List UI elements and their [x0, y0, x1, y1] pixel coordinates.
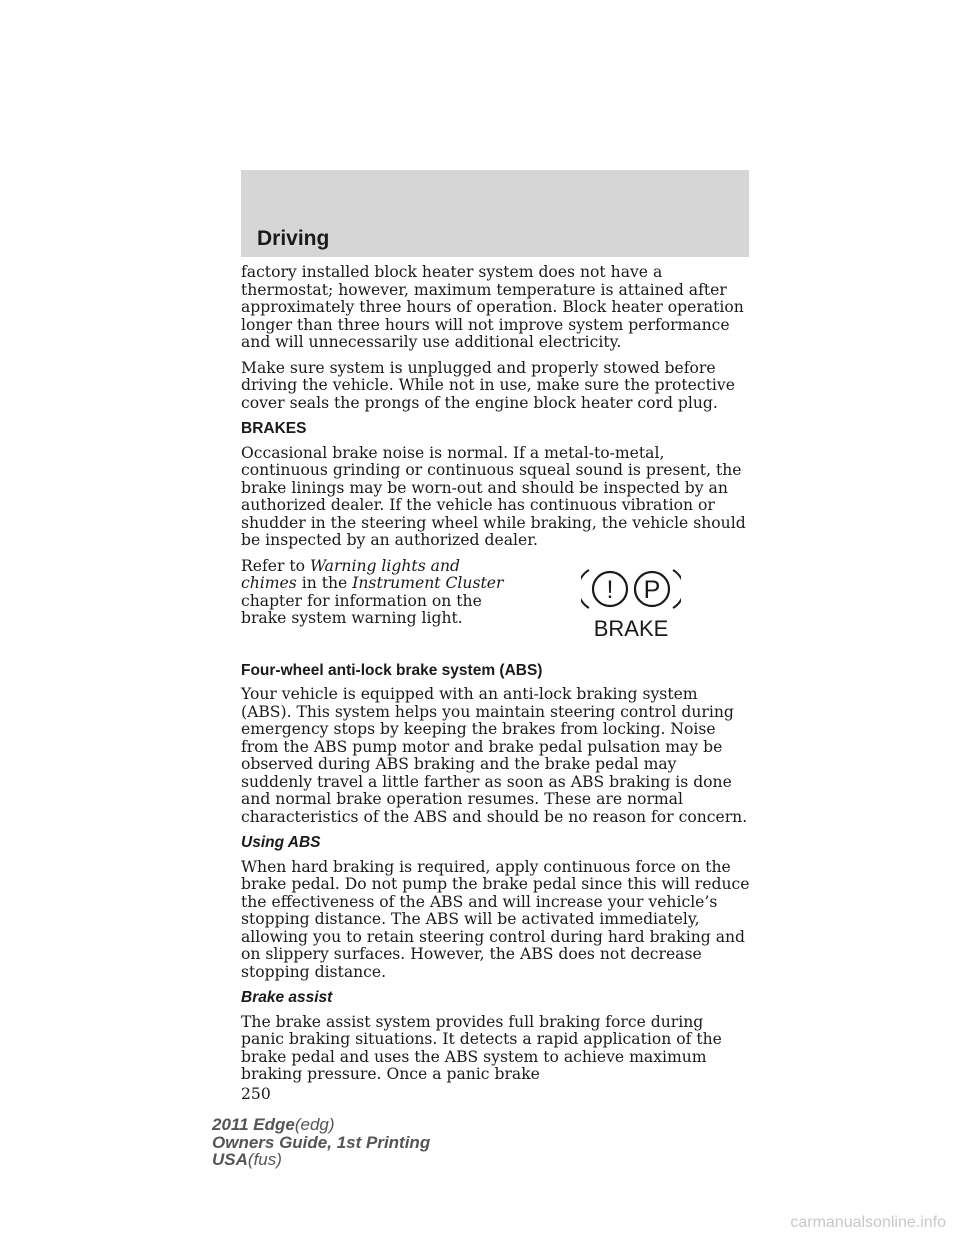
paragraph-brake-assist: The brake assist system provides full braking force during panic braking situations. It detects a rapid application of the brake pedal and uses the ABS system to achieve maximum braking pressure. Once a panic brake: [241, 1012, 722, 1083]
heading-abs: Four-wheel anti-lock brake system (ABS): [241, 661, 543, 679]
left-arc: [581, 570, 589, 608]
paragraph-block-heater: factory installed block heater system does not have a thermostat; however, maximum temperature is attained after approximately three hours of operation. Block heater operation longer than three hours will not improve system performance and will unnecessarily use additional electricity.: [241, 263, 744, 351]
paragraph-unplug: Make sure system is unplugged and properly stowed before driving the vehicle. While not in use, make sure the protective cover seals the prongs of the engine block heater cord plug.: [241, 358, 735, 412]
brake-label: BRAKE: [593, 615, 669, 641]
footer-market-code: (fus): [247, 1150, 282, 1169]
footer-guide: Owners Guide, 1st Printing: [212, 1132, 431, 1152]
page-content: [241, 264, 751, 1103]
heading-using-abs: Using ABS: [241, 834, 321, 851]
refer-block: [241, 558, 751, 654]
footer-line-3: [212, 1151, 430, 1169]
footer-line-2: [212, 1134, 430, 1152]
exclaim-mark: !: [606, 575, 614, 604]
refer-middle: in the: [296, 574, 353, 592]
footer-market: USA: [212, 1150, 248, 1169]
page-number: 250: [241, 1084, 271, 1103]
paragraph-brake-noise: Occasional brake noise is normal. If a metal-to-metal, continuous grinding or continuous squeal sound is present, the brake linings may be worn-out and should be inspected by an authorized dealer. If the vehicle has continuous vibration or shudder in the steering wheel while braking, the vehicle should be inspected by an authorized dealer.: [241, 443, 746, 549]
footer-model: 2011 Edge: [212, 1115, 295, 1134]
heading-brake-assist: Brake assist: [241, 989, 333, 1006]
park-letter: P: [643, 575, 661, 604]
refer-prefix: Refer to: [241, 556, 310, 575]
paragraph-using-abs: When hard braking is required, apply continuous force on the brake pedal. Do not pump the brake pedal since this will reduce the effectiveness of the ABS and will increase your vehicle’s stopping distance. The ABS will be activated immediately, allowing you to retain steering control during hard braking and on slippery surfaces. However, the ABS does not decrease stopping distance.: [241, 857, 750, 981]
brake-warning-icon: [581, 566, 681, 642]
document-footer: [212, 1116, 430, 1169]
paragraph-abs: Your vehicle is equipped with an anti-lock braking system (ABS). This system helps you maintain steering control during emergency stops by keeping the brakes from locking. Noise from the ABS pump motor and brake pedal pulsation may be observed during ABS braking and the brake pedal may suddenly travel a little farther as soon as ABS braking is done and normal brake operation resumes. These are normal characteristics of the ABS and should be no reason for concern.: [241, 685, 748, 826]
watermark: carmanualsonline.info: [790, 1214, 946, 1231]
section-title: Driving: [257, 227, 330, 250]
right-arc: [673, 570, 681, 608]
link-warning-lights[interactable]: Warning lights and chimes: [241, 556, 460, 592]
heading-brakes: BRAKES: [241, 420, 307, 437]
section-header: [241, 170, 749, 257]
footer-line-1: [212, 1116, 430, 1134]
link-instrument-cluster[interactable]: Instrument Cluster: [352, 574, 504, 592]
footer-model-code: (edg): [294, 1115, 335, 1134]
refer-text: [241, 558, 506, 628]
refer-suffix: chapter for information on the brake system warning light.: [241, 591, 482, 627]
